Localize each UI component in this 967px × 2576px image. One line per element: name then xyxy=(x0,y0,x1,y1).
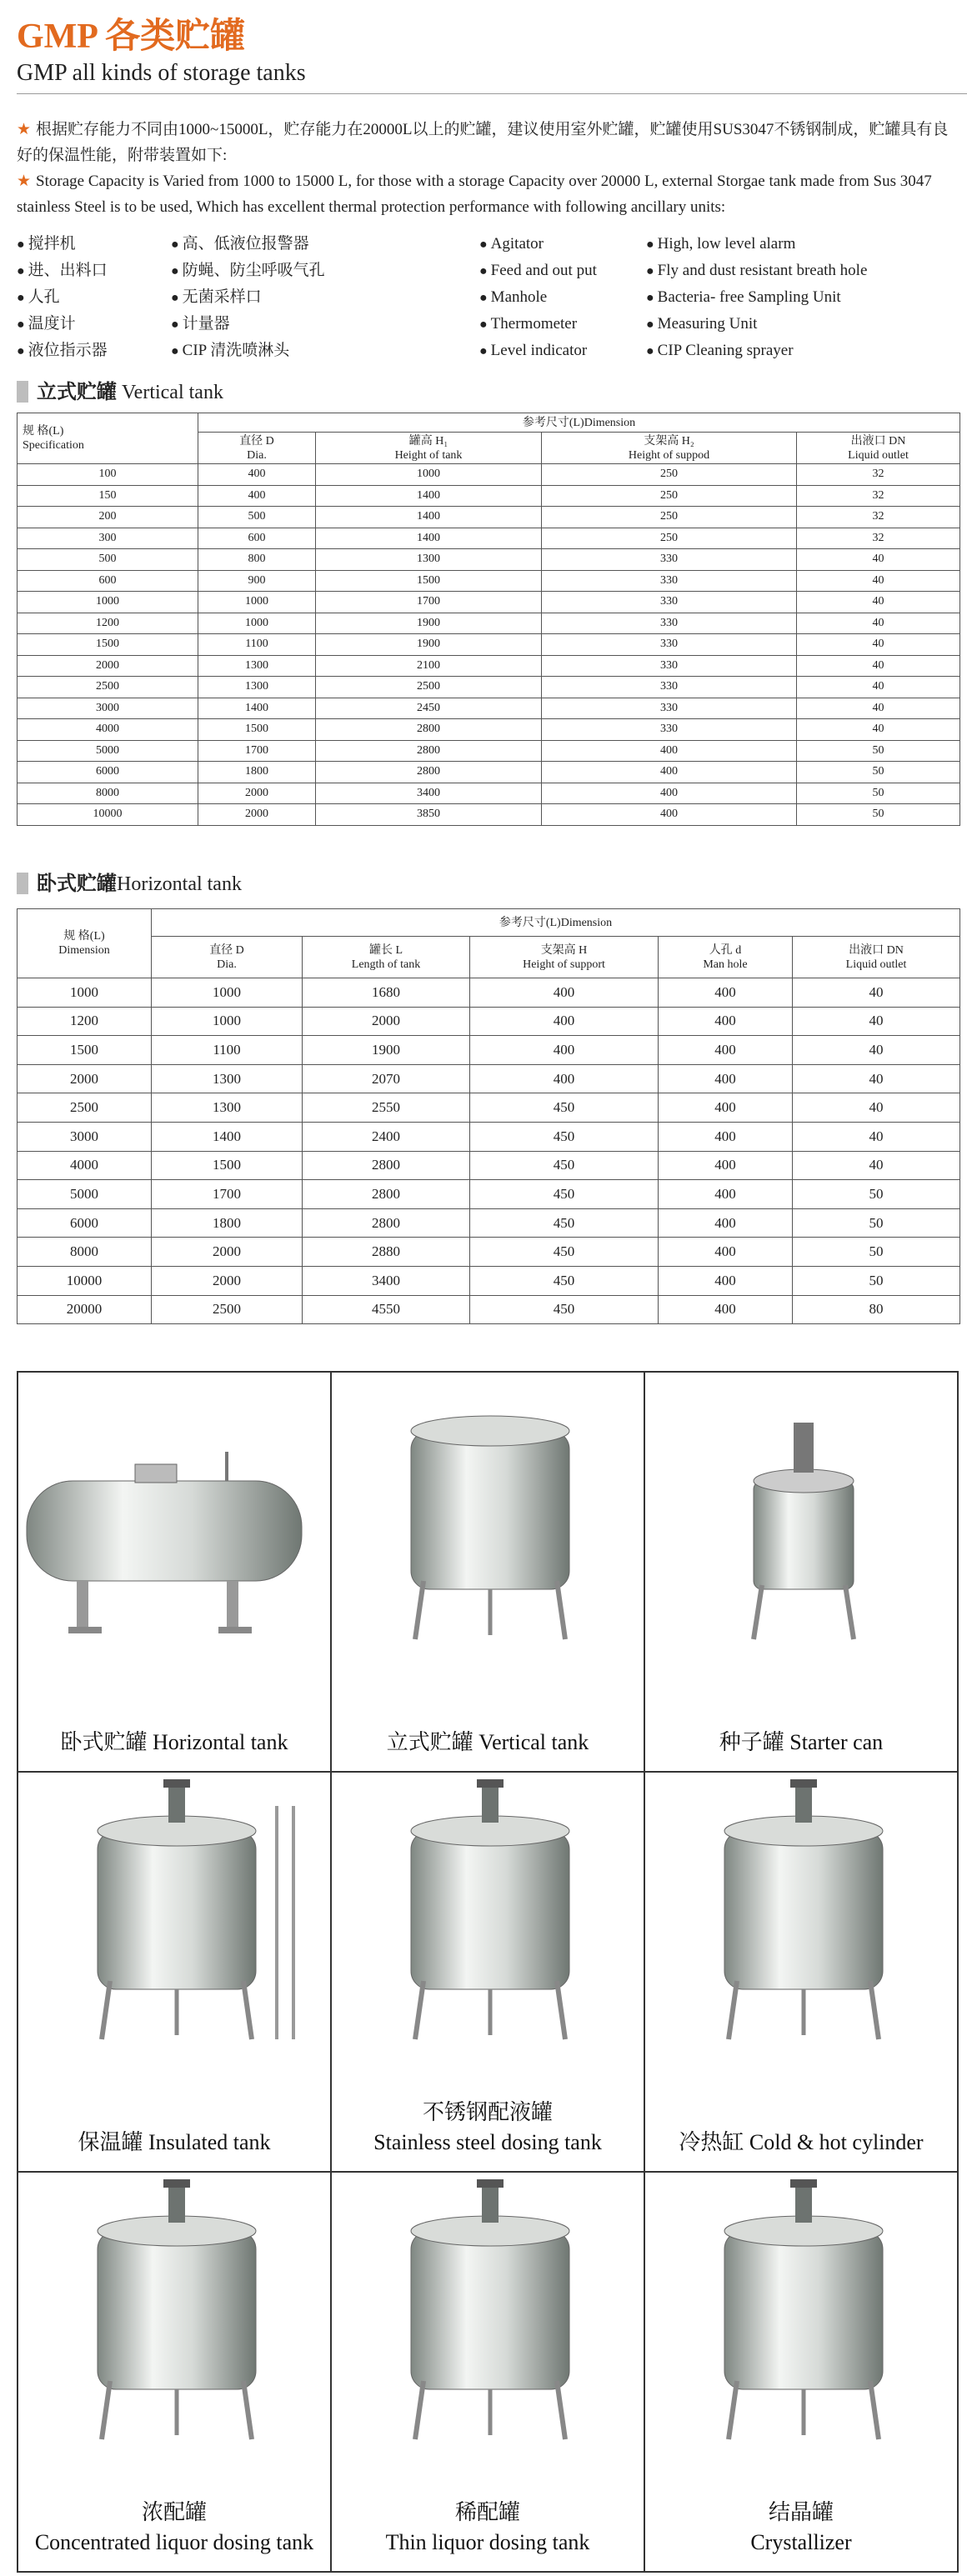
feature-item: ● High, low level alarm xyxy=(646,233,967,255)
table-cell: 1400 xyxy=(316,485,542,507)
table-cell: 1700 xyxy=(198,740,316,762)
product-gallery xyxy=(17,1371,959,2573)
feature-list xyxy=(17,233,967,362)
col-dn-cn: 出液口 DN xyxy=(849,943,904,957)
table-row xyxy=(18,698,960,719)
caption-line: 不锈钢配液罐 xyxy=(422,2100,553,2124)
gallery-caption xyxy=(332,1728,644,1758)
caption-line: 立式贮罐 Vertical tank xyxy=(386,1730,589,1754)
col-dn-cn: 出液口 DN xyxy=(850,434,906,448)
table-row xyxy=(18,549,960,571)
table-row xyxy=(18,528,960,549)
table-row xyxy=(18,655,960,677)
table-cell: 400 xyxy=(659,1238,793,1267)
table-cell: 400 xyxy=(659,1151,793,1180)
table-cell: 1500 xyxy=(316,570,542,592)
col-group: 参考尺寸(L)Dimension xyxy=(152,909,960,937)
table-cell: 2000 xyxy=(18,655,198,677)
table-cell: 2500 xyxy=(18,1093,152,1123)
table-cell: 330 xyxy=(542,613,797,634)
table-cell: 40 xyxy=(797,570,960,592)
section-marker xyxy=(17,381,28,403)
table-cell: 32 xyxy=(797,528,960,549)
section-marker xyxy=(17,873,28,894)
table-row xyxy=(18,507,960,528)
table-cell: 40 xyxy=(797,613,960,634)
table-cell: 10000 xyxy=(18,804,198,826)
table-cell: 400 xyxy=(470,1036,659,1065)
table-cell: 2000 xyxy=(152,1266,303,1295)
col-h-en: Height of support xyxy=(523,958,605,971)
gallery-caption xyxy=(332,2098,644,2158)
table-cell: 50 xyxy=(797,762,960,783)
table-cell: 40 xyxy=(797,549,960,571)
caption-line: Stainless steel dosing tank xyxy=(373,2130,602,2154)
table-cell: 40 xyxy=(797,655,960,677)
table-cell: 400 xyxy=(198,485,316,507)
table-cell: 400 xyxy=(470,1064,659,1093)
table-row xyxy=(18,740,960,762)
feature-item: ● Thermometer xyxy=(479,313,646,335)
table-cell: 4550 xyxy=(303,1295,470,1324)
intro-cn xyxy=(17,117,959,168)
col-group: 参考尺寸(L)Dimension xyxy=(198,413,960,433)
col-h2-cn: 支架高 H₂ xyxy=(644,434,694,448)
table-cell: 3000 xyxy=(18,1122,152,1151)
table-row xyxy=(18,613,960,634)
table-row xyxy=(18,634,960,656)
table-cell: 2400 xyxy=(303,1122,470,1151)
table-cell: 1500 xyxy=(18,1036,152,1065)
table-cell: 50 xyxy=(793,1266,960,1295)
table-row xyxy=(18,677,960,698)
col-len-cn: 罐长 L xyxy=(368,943,403,957)
table-row xyxy=(18,1180,960,1209)
table-cell: 1000 xyxy=(152,978,303,1008)
table-cell: 900 xyxy=(198,570,316,592)
table-cell: 10000 xyxy=(18,1266,152,1295)
table-cell: 6000 xyxy=(18,762,198,783)
table-row xyxy=(18,978,960,1008)
feature-item: ● CIP 清洗喷淋头 xyxy=(171,340,479,362)
table-cell: 400 xyxy=(659,1036,793,1065)
gallery-cell xyxy=(644,2172,958,2572)
feature-item: ● Bacteria- free Sampling Unit xyxy=(646,287,967,308)
col-len-en: Length of tank xyxy=(351,958,421,971)
feature-item: ● Level indicator xyxy=(479,340,646,362)
table-cell: 40 xyxy=(793,1093,960,1123)
table-row xyxy=(18,1208,960,1238)
table-cell: 330 xyxy=(542,655,797,677)
table-cell: 80 xyxy=(793,1295,960,1324)
table-cell: 2000 xyxy=(198,804,316,826)
gallery-cell xyxy=(644,1772,958,2172)
table-cell: 40 xyxy=(797,592,960,613)
table-cell: 32 xyxy=(797,485,960,507)
table-cell: 6000 xyxy=(18,1208,152,1238)
table-cell: 5000 xyxy=(18,1180,152,1209)
intro-block xyxy=(17,117,959,220)
table-cell: 32 xyxy=(797,507,960,528)
table-row xyxy=(18,1238,960,1267)
table-cell: 400 xyxy=(542,804,797,826)
gallery-caption xyxy=(18,1728,330,1758)
feature-item: ● 高、低液位报警器 xyxy=(171,233,479,255)
feature-item: ● 计量器 xyxy=(171,313,479,335)
table-cell: 450 xyxy=(470,1238,659,1267)
table-cell: 450 xyxy=(470,1151,659,1180)
table-cell: 8000 xyxy=(18,783,198,804)
col-dn xyxy=(797,433,960,464)
table-row xyxy=(18,1295,960,1324)
table-row xyxy=(18,592,960,613)
table-cell: 400 xyxy=(542,783,797,804)
col-len xyxy=(303,937,470,978)
table-cell: 1500 xyxy=(198,719,316,741)
col-h xyxy=(470,937,659,978)
vertical-tank-table xyxy=(17,413,960,826)
caption-line: 种子罐 Starter can xyxy=(719,1730,884,1754)
col-manhole xyxy=(659,937,793,978)
gallery-caption xyxy=(645,1728,957,1758)
table-cell: 2500 xyxy=(316,677,542,698)
col-dia xyxy=(198,433,316,464)
gallery-cell xyxy=(18,1772,331,2172)
star-icon: ★ xyxy=(17,121,32,138)
table-cell: 40 xyxy=(797,677,960,698)
table-cell: 32 xyxy=(797,464,960,486)
table-cell: 1200 xyxy=(18,1007,152,1036)
table-cell: 150 xyxy=(18,485,198,507)
caption-line: 浓配罐 xyxy=(141,2500,207,2524)
table-cell: 1900 xyxy=(316,613,542,634)
table-cell: 400 xyxy=(198,464,316,486)
table-cell: 1500 xyxy=(152,1151,303,1180)
feature-item: ● 温度计 xyxy=(17,313,171,335)
gallery-caption xyxy=(18,2498,330,2558)
table-cell: 1900 xyxy=(303,1036,470,1065)
table-cell: 2000 xyxy=(152,1238,303,1267)
table-cell: 1000 xyxy=(316,464,542,486)
col-spec-cn: 规 格(L) xyxy=(23,425,64,438)
vertical-heading-cn: 立式贮罐 xyxy=(37,382,117,403)
table-cell: 450 xyxy=(470,1208,659,1238)
table-cell: 50 xyxy=(793,1238,960,1267)
col-dn-en: Liquid outlet xyxy=(845,958,907,971)
table-cell: 1000 xyxy=(198,613,316,634)
table-cell: 1400 xyxy=(198,698,316,719)
feature-item: ● 液位指示器 xyxy=(17,340,171,362)
table-cell: 450 xyxy=(470,1093,659,1123)
col-dn xyxy=(793,937,960,978)
table-cell: 400 xyxy=(659,1266,793,1295)
caption-line: 冷热缸 Cold & hot cylinder xyxy=(679,2130,924,2154)
caption-line: Concentrated liquor dosing tank xyxy=(34,2530,314,2554)
table-cell: 2800 xyxy=(316,740,542,762)
table-cell: 2800 xyxy=(316,762,542,783)
table-cell: 2000 xyxy=(198,783,316,804)
col-manhole-cn: 人孔 d xyxy=(709,943,742,957)
feature-item: ● 进、出料口 xyxy=(17,260,171,282)
table-cell: 400 xyxy=(470,978,659,1008)
table-cell: 1800 xyxy=(152,1208,303,1238)
table-cell: 300 xyxy=(18,528,198,549)
table-cell: 330 xyxy=(542,677,797,698)
table-cell: 40 xyxy=(793,978,960,1008)
feature-item: ● Manhole xyxy=(479,287,646,308)
table-cell: 1400 xyxy=(316,507,542,528)
table-cell: 2450 xyxy=(316,698,542,719)
table-cell: 40 xyxy=(793,1007,960,1036)
table-cell: 600 xyxy=(18,570,198,592)
gallery-caption xyxy=(645,2128,957,2158)
table-cell: 40 xyxy=(793,1064,960,1093)
table-cell: 330 xyxy=(542,592,797,613)
caption-line: 卧式贮罐 Horizontal tank xyxy=(60,1730,288,1754)
horizontal-section-heading xyxy=(17,867,242,896)
col-spec xyxy=(18,909,152,978)
horizontal-heading-en: Horizontal tank xyxy=(117,873,242,895)
table-row xyxy=(18,1036,960,1065)
table-cell: 2800 xyxy=(303,1208,470,1238)
caption-line: 保温罐 Insulated tank xyxy=(78,2130,271,2154)
table-cell: 50 xyxy=(793,1180,960,1209)
col-manhole-en: Man hole xyxy=(703,958,748,971)
col-dia-cn: 直径 D xyxy=(209,943,244,957)
table-cell: 400 xyxy=(542,740,797,762)
table-cell: 500 xyxy=(198,507,316,528)
table-cell: 400 xyxy=(659,1007,793,1036)
col-h1-en: Height of tank xyxy=(394,448,463,462)
table-cell: 50 xyxy=(797,804,960,826)
vertical-section-heading xyxy=(17,375,223,404)
page-title: GMP 各类贮罐 xyxy=(17,18,246,56)
table-cell: 400 xyxy=(659,1064,793,1093)
table-cell: 330 xyxy=(542,698,797,719)
table-cell: 1000 xyxy=(198,592,316,613)
col-h2 xyxy=(542,433,797,464)
col-dia-en: Dia. xyxy=(247,448,267,462)
feature-item: ● 人孔 xyxy=(17,287,171,308)
col-spec xyxy=(18,413,198,464)
col-dia-cn: 直径 D xyxy=(239,434,274,448)
table-cell: 2800 xyxy=(303,1180,470,1209)
table-cell: 2800 xyxy=(303,1151,470,1180)
table-cell: 40 xyxy=(793,1122,960,1151)
table-cell: 450 xyxy=(470,1122,659,1151)
table-cell: 400 xyxy=(659,1208,793,1238)
horizontal-heading-cn: 卧式贮罐 xyxy=(37,873,117,895)
table-cell: 1300 xyxy=(198,655,316,677)
table-row xyxy=(18,1007,960,1036)
feature-item: ● Feed and out put xyxy=(479,260,646,282)
gallery-caption xyxy=(332,2498,644,2558)
caption-line: Crystallizer xyxy=(750,2530,852,2554)
table-cell: 2100 xyxy=(316,655,542,677)
table-cell: 50 xyxy=(793,1208,960,1238)
table-cell: 50 xyxy=(797,740,960,762)
table-cell: 330 xyxy=(542,570,797,592)
gallery-cell xyxy=(644,1372,958,1772)
caption-line: Thin liquor dosing tank xyxy=(385,2530,590,2554)
col-dn-en: Liquid outlet xyxy=(848,448,909,462)
table-cell: 200 xyxy=(18,507,198,528)
col-h1-cn: 罐高 H₁ xyxy=(408,434,448,448)
table-cell: 50 xyxy=(797,783,960,804)
feature-item: ● CIP Cleaning sprayer xyxy=(646,340,967,362)
table-cell: 400 xyxy=(659,1180,793,1209)
table-cell: 1700 xyxy=(152,1180,303,1209)
table-cell: 400 xyxy=(659,978,793,1008)
table-cell: 400 xyxy=(659,1295,793,1324)
gallery-cell xyxy=(18,2172,331,2572)
table-cell: 2000 xyxy=(18,1064,152,1093)
table-cell: 1400 xyxy=(152,1122,303,1151)
intro-en xyxy=(17,168,959,220)
table-cell: 1300 xyxy=(316,549,542,571)
table-cell: 450 xyxy=(470,1266,659,1295)
col-spec-cn: 规 格(L) xyxy=(63,930,105,943)
table-cell: 1100 xyxy=(198,634,316,656)
intro-cn-text: 根据贮存能力不同由1000~15000L，贮存能力在20000L以上的贮罐，建议使用室外贮罐，贮罐使用SUS3047不锈钢制成，贮罐具有良好的保温性能，附带装置如下: xyxy=(17,121,949,164)
intro-en-text: Storage Capacity is Varied from 1000 to 15000 L, for those with a storage Capacity over 20000 L, external Storgae tank made from Sus 3047 stainless Steel is to be used, Which has excellent thermal protection performance with following ancillary units: xyxy=(17,173,932,216)
table-cell: 4000 xyxy=(18,719,198,741)
table-cell: 2500 xyxy=(152,1295,303,1324)
col-h2-en: Height of suppod xyxy=(628,448,710,462)
gallery-cell xyxy=(331,1772,644,2172)
col-dia xyxy=(152,937,303,978)
table-row xyxy=(18,464,960,486)
table-cell: 5000 xyxy=(18,740,198,762)
table-cell: 1500 xyxy=(18,634,198,656)
table-cell: 600 xyxy=(198,528,316,549)
col-dia-en: Dia. xyxy=(217,958,237,971)
table-cell: 2070 xyxy=(303,1064,470,1093)
table-cell: 500 xyxy=(18,549,198,571)
table-cell: 330 xyxy=(542,719,797,741)
page-subtitle: GMP all kinds of storage tanks xyxy=(17,60,306,86)
table-row xyxy=(18,762,960,783)
title-divider xyxy=(17,93,967,94)
table-row xyxy=(18,1122,960,1151)
table-cell: 2800 xyxy=(316,719,542,741)
table-cell: 450 xyxy=(470,1295,659,1324)
table-cell: 2550 xyxy=(303,1093,470,1123)
star-icon: ★ xyxy=(17,173,32,190)
table-cell: 250 xyxy=(542,528,797,549)
table-cell: 250 xyxy=(542,464,797,486)
feature-item: ● Agitator xyxy=(479,233,646,255)
vertical-heading-en: Vertical tank xyxy=(122,382,223,403)
caption-line: 稀配罐 xyxy=(454,2500,520,2524)
col-spec-en: Dimension xyxy=(58,944,110,957)
feature-item: ● Fly and dust resistant breath hole xyxy=(646,260,967,282)
table-cell: 1680 xyxy=(303,978,470,1008)
table-cell: 1000 xyxy=(18,978,152,1008)
table-cell: 40 xyxy=(793,1151,960,1180)
table-cell: 450 xyxy=(470,1180,659,1209)
col-h1 xyxy=(316,433,542,464)
table-cell: 40 xyxy=(797,698,960,719)
table-row xyxy=(18,1093,960,1123)
table-cell: 1200 xyxy=(18,613,198,634)
table-row xyxy=(18,1064,960,1093)
table-cell: 1300 xyxy=(152,1093,303,1123)
table-row xyxy=(18,783,960,804)
table-cell: 800 xyxy=(198,549,316,571)
gallery-cell xyxy=(331,1372,644,1772)
table-cell: 100 xyxy=(18,464,198,486)
table-row xyxy=(18,1151,960,1180)
feature-item: ● 无菌采样口 xyxy=(171,287,479,308)
gallery-caption xyxy=(645,2498,957,2558)
table-cell: 330 xyxy=(542,634,797,656)
table-cell: 40 xyxy=(797,634,960,656)
feature-item: ● 搅拌机 xyxy=(17,233,171,255)
table-cell: 20000 xyxy=(18,1295,152,1324)
table-cell: 3850 xyxy=(316,804,542,826)
col-spec-en: Specification xyxy=(23,439,84,452)
feature-item: ● Measuring Unit xyxy=(646,313,967,335)
table-cell: 1000 xyxy=(152,1007,303,1036)
gallery-cell xyxy=(331,2172,644,2572)
table-cell: 400 xyxy=(542,762,797,783)
table-row xyxy=(18,719,960,741)
table-row xyxy=(18,570,960,592)
gallery-caption xyxy=(18,2128,330,2158)
table-cell: 2000 xyxy=(303,1007,470,1036)
col-h-cn: 支架高 H xyxy=(540,943,588,957)
table-row xyxy=(18,1266,960,1295)
table-cell: 400 xyxy=(659,1093,793,1123)
table-cell: 3400 xyxy=(316,783,542,804)
table-cell: 40 xyxy=(793,1036,960,1065)
horizontal-tank-table xyxy=(17,908,960,1324)
table-row xyxy=(18,485,960,507)
table-cell: 400 xyxy=(659,1122,793,1151)
table-cell: 1000 xyxy=(18,592,198,613)
table-cell: 250 xyxy=(542,485,797,507)
table-cell: 1300 xyxy=(198,677,316,698)
table-cell: 330 xyxy=(542,549,797,571)
table-cell: 2880 xyxy=(303,1238,470,1267)
table-cell: 1900 xyxy=(316,634,542,656)
table-cell: 1700 xyxy=(316,592,542,613)
table-cell: 2500 xyxy=(18,677,198,698)
table-cell: 1800 xyxy=(198,762,316,783)
table-cell: 1300 xyxy=(152,1064,303,1093)
table-cell: 8000 xyxy=(18,1238,152,1267)
gallery-cell xyxy=(18,1372,331,1772)
caption-line: 结晶罐 xyxy=(768,2500,834,2524)
table-cell: 40 xyxy=(797,719,960,741)
table-cell: 3000 xyxy=(18,698,198,719)
table-cell: 1100 xyxy=(152,1036,303,1065)
table-cell: 3400 xyxy=(303,1266,470,1295)
table-cell: 250 xyxy=(542,507,797,528)
table-row xyxy=(18,804,960,826)
table-cell: 4000 xyxy=(18,1151,152,1180)
table-cell: 400 xyxy=(470,1007,659,1036)
table-cell: 1400 xyxy=(316,528,542,549)
feature-item: ● 防蝇、防尘呼吸气孔 xyxy=(171,260,479,282)
